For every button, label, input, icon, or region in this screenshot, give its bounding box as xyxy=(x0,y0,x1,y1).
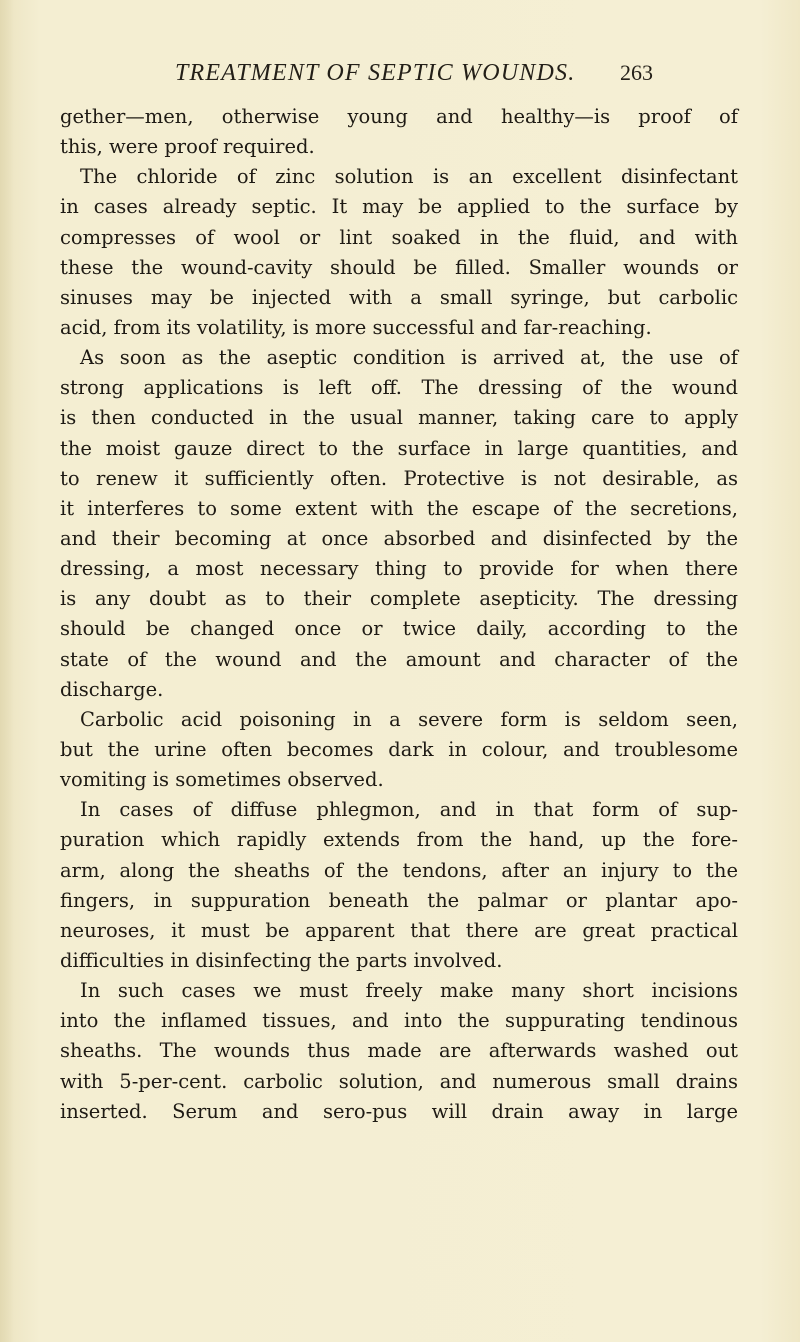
text-line: is any doubt as to their complete asepticity. The dressing xyxy=(60,587,738,611)
text-line: As soon as the aseptic condition is arrived at, the use of xyxy=(80,346,738,370)
text-line: dressing, a most necessary thing to provide for when there xyxy=(60,557,738,581)
text-line: fingers, in suppuration beneath the palmar or plantar apo- xyxy=(60,888,738,912)
text-line: difficulties in disinfecting the parts involved. xyxy=(60,948,503,972)
page-header xyxy=(60,60,800,96)
page-number: 263 xyxy=(620,60,653,85)
text-line: but the urine often becomes dark in colour, and troublesome xyxy=(60,737,738,761)
text-line: the moist gauze direct to the surface in large quantities, and xyxy=(60,436,738,460)
text-line: In such cases we must freely make many short incisions xyxy=(80,979,738,1003)
text-line: puration which rapidly extends from the hand, up the fore- xyxy=(60,828,738,852)
text-line: compresses of wool or lint soaked in the fluid, and with xyxy=(60,225,738,249)
text-line: inserted. Serum and sero-pus will drain away in large xyxy=(60,1099,738,1123)
text-line: sheaths. The wounds thus made are afterwards washed out xyxy=(60,1039,738,1063)
text-line: arm, along the sheaths of the tendons, after an injury to the xyxy=(60,858,738,882)
running-head: TREATMENT OF SEPTIC WOUNDS. xyxy=(175,60,576,86)
body-text xyxy=(60,102,738,1127)
text-line: strong applications is left off. The dressing of the wound xyxy=(60,376,738,400)
text-line: should be changed once or twice daily, according to the xyxy=(60,617,738,641)
text-line: acid, from its volatility, is more successful and far-reaching. xyxy=(60,315,652,339)
text-line: neuroses, it must be apparent that there are great practical xyxy=(60,918,738,942)
text-line: to renew it sufficiently often. Protective is not desirable, as xyxy=(60,466,738,490)
page-gutter-shadow xyxy=(0,0,14,1342)
text-line: in cases already septic. It may be applied to the surface by xyxy=(60,195,738,219)
text-line: is then conducted in the usual manner, taking care to apply xyxy=(60,406,738,430)
text-line: In cases of diffuse phlegmon, and in that form of sup- xyxy=(80,798,738,822)
text-line: state of the wound and the amount and character of the xyxy=(60,647,738,671)
text-line: these the wound-cavity should be filled. Smaller wounds or xyxy=(60,255,738,279)
text-line: it interferes to some extent with the escape of the secretions, xyxy=(60,496,738,520)
text-line: sinuses may be injected with a small syringe, but carbolic xyxy=(60,285,738,309)
text-line: and their becoming at once absorbed and disinfected by the xyxy=(60,526,738,550)
text-line: into the inflamed tissues, and into the suppurating tendinous xyxy=(60,1009,738,1033)
text-line: discharge. xyxy=(60,677,164,701)
text-line: The chloride of zinc solution is an excellent disinfectant xyxy=(80,165,738,189)
text-line: Carbolic acid poisoning in a severe form is seldom seen, xyxy=(80,707,738,731)
text-line: this, were proof required. xyxy=(60,135,315,159)
text-line: gether—men, otherwise young and healthy—is proof of xyxy=(60,105,738,128)
text-line: vomiting is sometimes observed. xyxy=(60,768,384,792)
text-line: with 5-per-cent. carbolic solution, and numerous small drains xyxy=(60,1069,738,1093)
